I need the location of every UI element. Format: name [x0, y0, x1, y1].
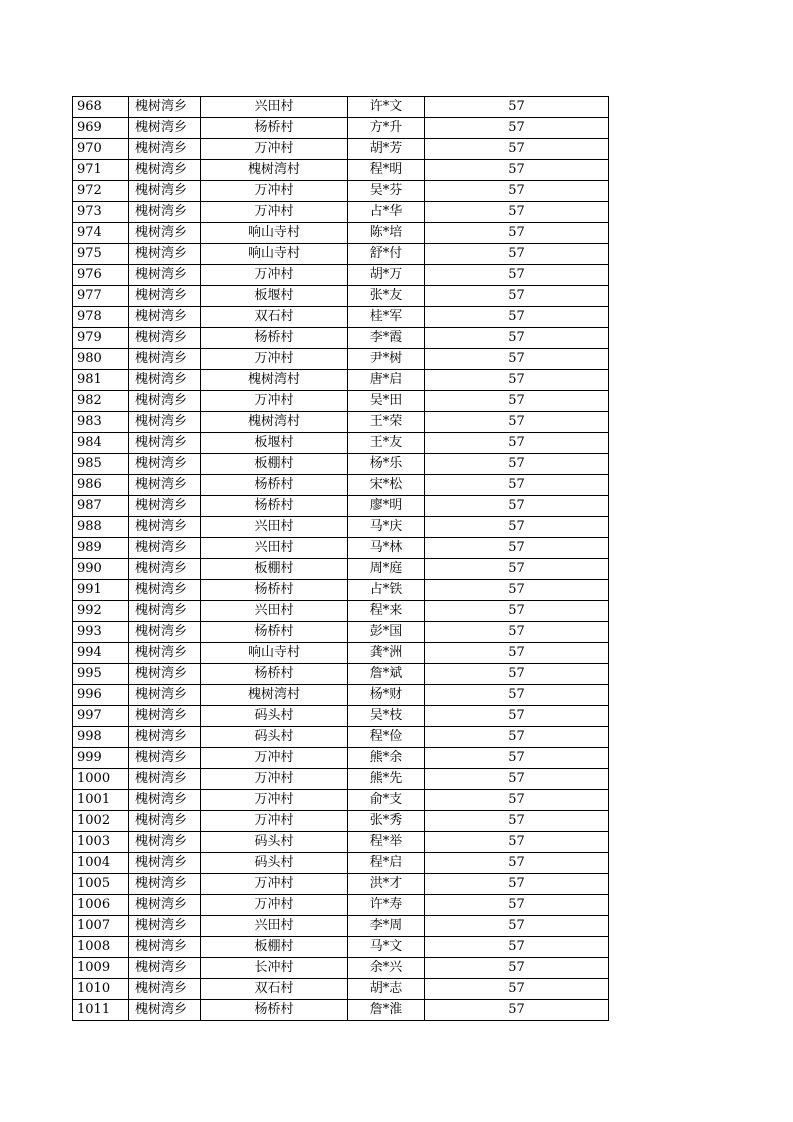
person-name-cell: 马*文	[348, 937, 425, 958]
serial-number-cell: 1005	[73, 874, 129, 895]
person-name-cell: 彭*国	[348, 622, 425, 643]
village-cell: 兴田村	[201, 601, 348, 622]
village-cell: 双石村	[201, 307, 348, 328]
amount-cell: 57	[425, 958, 609, 979]
serial-number-cell: 998	[73, 727, 129, 748]
township-cell: 槐树湾乡	[129, 475, 201, 496]
township-cell: 槐树湾乡	[129, 769, 201, 790]
person-name-cell: 胡*志	[348, 979, 425, 1000]
serial-number-cell: 976	[73, 265, 129, 286]
amount-cell: 57	[425, 853, 609, 874]
amount-cell: 57	[425, 433, 609, 454]
person-name-cell: 廖*明	[348, 496, 425, 517]
amount-cell: 57	[425, 202, 609, 223]
township-cell: 槐树湾乡	[129, 391, 201, 412]
serial-number-cell: 972	[73, 181, 129, 202]
township-cell: 槐树湾乡	[129, 958, 201, 979]
table-body	[73, 97, 609, 1021]
person-name-cell: 陈*培	[348, 223, 425, 244]
township-cell: 槐树湾乡	[129, 517, 201, 538]
table-row	[73, 412, 609, 433]
person-name-cell: 宋*松	[348, 475, 425, 496]
table-row	[73, 517, 609, 538]
amount-cell: 57	[425, 538, 609, 559]
person-name-cell: 杨*乐	[348, 454, 425, 475]
village-cell: 响山寺村	[201, 643, 348, 664]
village-cell: 万冲村	[201, 391, 348, 412]
person-name-cell: 方*升	[348, 118, 425, 139]
township-cell: 槐树湾乡	[129, 832, 201, 853]
village-cell: 万冲村	[201, 349, 348, 370]
table-row	[73, 370, 609, 391]
person-name-cell: 程*明	[348, 160, 425, 181]
village-cell: 槐树湾村	[201, 412, 348, 433]
serial-number-cell: 1004	[73, 853, 129, 874]
village-cell: 万冲村	[201, 139, 348, 160]
serial-number-cell: 1001	[73, 790, 129, 811]
village-cell: 万冲村	[201, 202, 348, 223]
township-cell: 槐树湾乡	[129, 559, 201, 580]
table-row	[73, 769, 609, 790]
person-name-cell: 桂*军	[348, 307, 425, 328]
person-name-cell: 俞*支	[348, 790, 425, 811]
serial-number-cell: 988	[73, 517, 129, 538]
amount-cell: 57	[425, 118, 609, 139]
table-row	[73, 748, 609, 769]
township-cell: 槐树湾乡	[129, 874, 201, 895]
table-row	[73, 979, 609, 1000]
amount-cell: 57	[425, 979, 609, 1000]
table-row	[73, 853, 609, 874]
township-cell: 槐树湾乡	[129, 1000, 201, 1021]
township-cell: 槐树湾乡	[129, 853, 201, 874]
table-row	[73, 433, 609, 454]
amount-cell: 57	[425, 916, 609, 937]
amount-cell: 57	[425, 160, 609, 181]
serial-number-cell: 990	[73, 559, 129, 580]
person-name-cell: 李*周	[348, 916, 425, 937]
table-row	[73, 685, 609, 706]
serial-number-cell: 975	[73, 244, 129, 265]
serial-number-cell: 1009	[73, 958, 129, 979]
serial-number-cell: 989	[73, 538, 129, 559]
township-cell: 槐树湾乡	[129, 202, 201, 223]
township-cell: 槐树湾乡	[129, 286, 201, 307]
township-cell: 槐树湾乡	[129, 97, 201, 118]
amount-cell: 57	[425, 580, 609, 601]
table-row	[73, 958, 609, 979]
person-name-cell: 熊*先	[348, 769, 425, 790]
township-cell: 槐树湾乡	[129, 349, 201, 370]
township-cell: 槐树湾乡	[129, 937, 201, 958]
serial-number-cell: 984	[73, 433, 129, 454]
serial-number-cell: 983	[73, 412, 129, 433]
village-cell: 杨桥村	[201, 328, 348, 349]
person-name-cell: 程*举	[348, 832, 425, 853]
amount-cell: 57	[425, 97, 609, 118]
serial-number-cell: 993	[73, 622, 129, 643]
table-row	[73, 937, 609, 958]
village-cell: 万冲村	[201, 181, 348, 202]
village-cell: 杨桥村	[201, 580, 348, 601]
person-name-cell: 龚*洲	[348, 643, 425, 664]
amount-cell: 57	[425, 475, 609, 496]
township-cell: 槐树湾乡	[129, 643, 201, 664]
village-cell: 杨桥村	[201, 622, 348, 643]
township-cell: 槐树湾乡	[129, 538, 201, 559]
serial-number-cell: 996	[73, 685, 129, 706]
serial-number-cell: 979	[73, 328, 129, 349]
amount-cell: 57	[425, 622, 609, 643]
amount-cell: 57	[425, 391, 609, 412]
serial-number-cell: 978	[73, 307, 129, 328]
data-table	[72, 96, 609, 1021]
table-row	[73, 454, 609, 475]
township-cell: 槐树湾乡	[129, 223, 201, 244]
amount-cell: 57	[425, 748, 609, 769]
table-row	[73, 328, 609, 349]
village-cell: 杨桥村	[201, 496, 348, 517]
amount-cell: 57	[425, 643, 609, 664]
amount-cell: 57	[425, 244, 609, 265]
table-row	[73, 706, 609, 727]
serial-number-cell: 1011	[73, 1000, 129, 1021]
serial-number-cell: 995	[73, 664, 129, 685]
township-cell: 槐树湾乡	[129, 370, 201, 391]
township-cell: 槐树湾乡	[129, 979, 201, 1000]
amount-cell: 57	[425, 895, 609, 916]
township-cell: 槐树湾乡	[129, 685, 201, 706]
serial-number-cell: 974	[73, 223, 129, 244]
person-name-cell: 程*启	[348, 853, 425, 874]
table-row	[73, 181, 609, 202]
table-row	[73, 622, 609, 643]
table-row	[73, 202, 609, 223]
township-cell: 槐树湾乡	[129, 454, 201, 475]
table-row	[73, 244, 609, 265]
table-row	[73, 895, 609, 916]
village-cell: 兴田村	[201, 538, 348, 559]
village-cell: 杨桥村	[201, 1000, 348, 1021]
township-cell: 槐树湾乡	[129, 160, 201, 181]
village-cell: 杨桥村	[201, 475, 348, 496]
person-name-cell: 张*秀	[348, 811, 425, 832]
amount-cell: 57	[425, 181, 609, 202]
village-cell: 兴田村	[201, 97, 348, 118]
village-cell: 杨桥村	[201, 664, 348, 685]
amount-cell: 57	[425, 307, 609, 328]
township-cell: 槐树湾乡	[129, 580, 201, 601]
township-cell: 槐树湾乡	[129, 118, 201, 139]
person-name-cell: 吴*田	[348, 391, 425, 412]
amount-cell: 57	[425, 265, 609, 286]
village-cell: 响山寺村	[201, 223, 348, 244]
serial-number-cell: 1003	[73, 832, 129, 853]
village-cell: 万冲村	[201, 769, 348, 790]
amount-cell: 57	[425, 496, 609, 517]
township-cell: 槐树湾乡	[129, 328, 201, 349]
serial-number-cell: 970	[73, 139, 129, 160]
village-cell: 兴田村	[201, 517, 348, 538]
village-cell: 板棚村	[201, 937, 348, 958]
amount-cell: 57	[425, 769, 609, 790]
township-cell: 槐树湾乡	[129, 181, 201, 202]
township-cell: 槐树湾乡	[129, 748, 201, 769]
village-cell: 兴田村	[201, 916, 348, 937]
table-row	[73, 160, 609, 181]
amount-cell: 57	[425, 328, 609, 349]
amount-cell: 57	[425, 811, 609, 832]
township-cell: 槐树湾乡	[129, 601, 201, 622]
serial-number-cell: 1002	[73, 811, 129, 832]
township-cell: 槐树湾乡	[129, 895, 201, 916]
amount-cell: 57	[425, 559, 609, 580]
serial-number-cell: 977	[73, 286, 129, 307]
table-row	[73, 349, 609, 370]
township-cell: 槐树湾乡	[129, 265, 201, 286]
amount-cell: 57	[425, 601, 609, 622]
serial-number-cell: 1007	[73, 916, 129, 937]
person-name-cell: 詹*斌	[348, 664, 425, 685]
person-name-cell: 李*霞	[348, 328, 425, 349]
township-cell: 槐树湾乡	[129, 727, 201, 748]
person-name-cell: 吴*枝	[348, 706, 425, 727]
table-row	[73, 727, 609, 748]
serial-number-cell: 981	[73, 370, 129, 391]
serial-number-cell: 986	[73, 475, 129, 496]
serial-number-cell: 992	[73, 601, 129, 622]
amount-cell: 57	[425, 517, 609, 538]
village-cell: 万冲村	[201, 265, 348, 286]
serial-number-cell: 991	[73, 580, 129, 601]
village-cell: 板堰村	[201, 286, 348, 307]
village-cell: 板棚村	[201, 559, 348, 580]
table-row	[73, 580, 609, 601]
amount-cell: 57	[425, 412, 609, 433]
table-row	[73, 475, 609, 496]
person-name-cell: 余*兴	[348, 958, 425, 979]
table-row	[73, 265, 609, 286]
village-cell: 码头村	[201, 853, 348, 874]
person-name-cell: 熊*余	[348, 748, 425, 769]
village-cell: 万冲村	[201, 811, 348, 832]
person-name-cell: 许*文	[348, 97, 425, 118]
person-name-cell: 程*来	[348, 601, 425, 622]
person-name-cell: 詹*淮	[348, 1000, 425, 1021]
person-name-cell: 尹*树	[348, 349, 425, 370]
person-name-cell: 占*华	[348, 202, 425, 223]
table-row	[73, 223, 609, 244]
table-row	[73, 664, 609, 685]
township-cell: 槐树湾乡	[129, 916, 201, 937]
table-row	[73, 139, 609, 160]
amount-cell: 57	[425, 790, 609, 811]
table-row	[73, 391, 609, 412]
village-cell: 长冲村	[201, 958, 348, 979]
person-name-cell: 唐*启	[348, 370, 425, 391]
township-cell: 槐树湾乡	[129, 496, 201, 517]
person-name-cell: 胡*万	[348, 265, 425, 286]
village-cell: 双石村	[201, 979, 348, 1000]
amount-cell: 57	[425, 874, 609, 895]
amount-cell: 57	[425, 727, 609, 748]
township-cell: 槐树湾乡	[129, 664, 201, 685]
person-name-cell: 王*荣	[348, 412, 425, 433]
township-cell: 槐树湾乡	[129, 790, 201, 811]
township-cell: 槐树湾乡	[129, 307, 201, 328]
amount-cell: 57	[425, 1000, 609, 1021]
table-row	[73, 811, 609, 832]
table-row	[73, 601, 609, 622]
table-row	[73, 307, 609, 328]
village-cell: 响山寺村	[201, 244, 348, 265]
person-name-cell: 杨*财	[348, 685, 425, 706]
serial-number-cell: 980	[73, 349, 129, 370]
amount-cell: 57	[425, 937, 609, 958]
table-row	[73, 559, 609, 580]
table-row	[73, 286, 609, 307]
village-cell: 槐树湾村	[201, 370, 348, 391]
person-name-cell: 马*林	[348, 538, 425, 559]
village-cell: 万冲村	[201, 874, 348, 895]
amount-cell: 57	[425, 832, 609, 853]
township-cell: 槐树湾乡	[129, 244, 201, 265]
serial-number-cell: 985	[73, 454, 129, 475]
village-cell: 码头村	[201, 727, 348, 748]
village-cell: 码头村	[201, 706, 348, 727]
village-cell: 板棚村	[201, 454, 348, 475]
serial-number-cell: 997	[73, 706, 129, 727]
township-cell: 槐树湾乡	[129, 139, 201, 160]
table-row	[73, 832, 609, 853]
person-name-cell: 张*友	[348, 286, 425, 307]
village-cell: 万冲村	[201, 790, 348, 811]
township-cell: 槐树湾乡	[129, 811, 201, 832]
serial-number-cell: 973	[73, 202, 129, 223]
table-row	[73, 874, 609, 895]
person-name-cell: 王*友	[348, 433, 425, 454]
table-row	[73, 97, 609, 118]
serial-number-cell: 1000	[73, 769, 129, 790]
serial-number-cell: 971	[73, 160, 129, 181]
amount-cell: 57	[425, 685, 609, 706]
serial-number-cell: 982	[73, 391, 129, 412]
village-cell: 码头村	[201, 832, 348, 853]
amount-cell: 57	[425, 370, 609, 391]
township-cell: 槐树湾乡	[129, 433, 201, 454]
township-cell: 槐树湾乡	[129, 412, 201, 433]
table-row	[73, 496, 609, 517]
person-name-cell: 许*寿	[348, 895, 425, 916]
village-cell: 万冲村	[201, 895, 348, 916]
table-row	[73, 118, 609, 139]
township-cell: 槐树湾乡	[129, 622, 201, 643]
table-row	[73, 1000, 609, 1021]
amount-cell: 57	[425, 223, 609, 244]
serial-number-cell: 969	[73, 118, 129, 139]
person-name-cell: 洪*才	[348, 874, 425, 895]
person-name-cell: 马*庆	[348, 517, 425, 538]
amount-cell: 57	[425, 664, 609, 685]
person-name-cell: 吴*芬	[348, 181, 425, 202]
table-row	[73, 643, 609, 664]
village-cell: 板堰村	[201, 433, 348, 454]
amount-cell: 57	[425, 349, 609, 370]
township-cell: 槐树湾乡	[129, 706, 201, 727]
serial-number-cell: 1006	[73, 895, 129, 916]
serial-number-cell: 987	[73, 496, 129, 517]
serial-number-cell: 999	[73, 748, 129, 769]
amount-cell: 57	[425, 139, 609, 160]
amount-cell: 57	[425, 454, 609, 475]
village-cell: 杨桥村	[201, 118, 348, 139]
serial-number-cell: 1010	[73, 979, 129, 1000]
table-row	[73, 790, 609, 811]
table-row	[73, 538, 609, 559]
person-name-cell: 胡*芳	[348, 139, 425, 160]
village-cell: 槐树湾村	[201, 685, 348, 706]
village-cell: 槐树湾村	[201, 160, 348, 181]
amount-cell: 57	[425, 286, 609, 307]
person-name-cell: 占*铁	[348, 580, 425, 601]
person-name-cell: 程*俭	[348, 727, 425, 748]
person-name-cell: 周*庭	[348, 559, 425, 580]
serial-number-cell: 1008	[73, 937, 129, 958]
serial-number-cell: 968	[73, 97, 129, 118]
table-row	[73, 916, 609, 937]
person-name-cell: 舒*付	[348, 244, 425, 265]
serial-number-cell: 994	[73, 643, 129, 664]
amount-cell: 57	[425, 706, 609, 727]
village-cell: 万冲村	[201, 748, 348, 769]
